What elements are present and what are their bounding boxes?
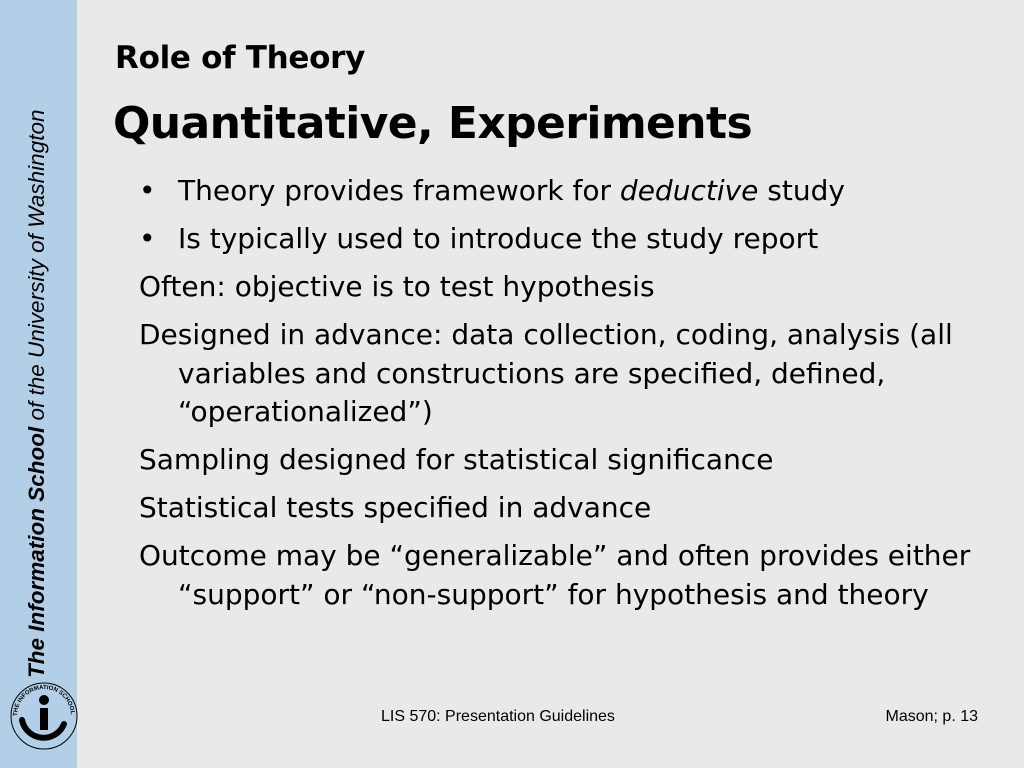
sidebar [0,0,77,768]
logo-ring-text: THE INFORMATION SCHOOL [12,684,76,717]
slide-body [139,172,1009,624]
body-paragraph: Often: objective is to test hypothesis [139,270,655,303]
body-paragraph: Sampling designed for statistical significance [139,443,774,476]
bullet-text: Is typically used to introduce the study report [178,222,819,255]
bullet-text-before: Theory provides framework for [178,174,620,207]
bullet-icon: • [139,174,156,207]
bullet-item [139,220,1009,259]
bullet-text-italic: deductive [619,174,759,207]
footer-page: Mason; p. 13 [885,708,978,725]
body-paragraph: Statistical tests specified in advance [139,491,652,524]
slide-subtitle: Role of Theory [115,40,366,76]
body-paragraph: Outcome may be “generalizable” and often provides either “support” or “non-support” for hypothesis and theory [139,539,971,611]
bullet-icon: • [139,222,156,255]
sidebar-school-name [12,18,62,678]
sidebar-school-bold: The Information School [24,426,49,678]
ischool-logo-icon [8,680,80,752]
footer-course: LIS 570: Presentation Guidelines [381,708,615,725]
bullet-text-after: study [758,174,845,207]
sidebar-school-regular: of the University of Washington [24,109,49,427]
bullet-item [139,172,1009,211]
body-paragraph: Designed in advance: data collection, coding, analysis (all variables and constructions are specified, defined, “operationalized”) [139,318,953,428]
slide-title: Quantitative, Experiments [113,98,753,149]
